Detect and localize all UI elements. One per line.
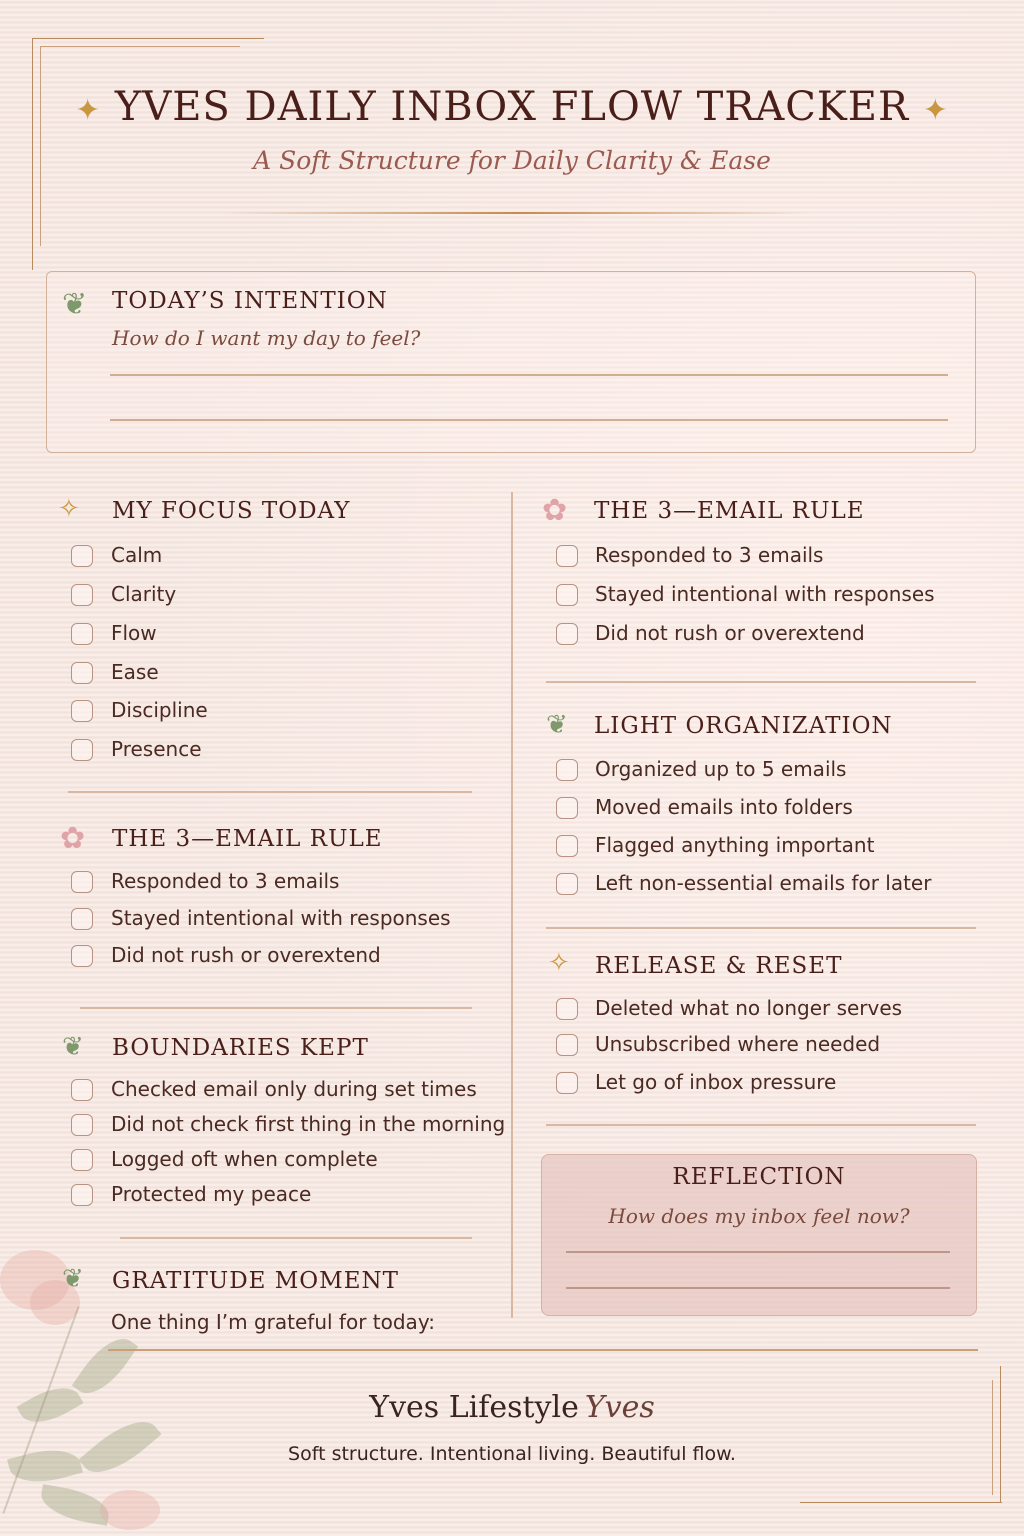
focus-title: MY FOCUS TODAY — [112, 498, 351, 524]
flower-icon: ✿ — [542, 493, 568, 528]
email-rule-item-label: Responded to 3 emails — [595, 543, 824, 567]
page-title: ✦ YVES DAILY INBOX FLOW TRACKER ✦ — [75, 84, 949, 130]
email-rule-checkbox-responded-right[interactable] — [556, 545, 578, 567]
release-item-label: Let go of inbox pressure — [595, 1070, 837, 1094]
brand-tagline: Soft structure. Intentional living. Beautiful flow. — [288, 1443, 736, 1465]
organization-checkbox-flagged[interactable] — [556, 835, 578, 857]
section-divider — [80, 1007, 472, 1009]
organization-checkbox-folders[interactable] — [556, 797, 578, 819]
focus-item-label: Flow — [111, 621, 157, 645]
boundaries-item-label: Protected my peace — [111, 1182, 312, 1206]
brand-logo — [0, 1390, 1024, 1425]
gratitude-prompt: One thing I’m grateful for today: — [111, 1310, 435, 1334]
email-rule-title-left: THE 3—EMAIL RULE — [112, 826, 383, 852]
intention-write-line-1[interactable] — [110, 374, 948, 376]
focus-checkbox-presence[interactable] — [71, 739, 93, 761]
email-rule-checkbox-no-rush[interactable] — [71, 945, 93, 967]
organization-item-label: Left non-essential emails for later — [595, 871, 932, 895]
section-divider — [546, 681, 976, 683]
sparkle-icon: ✧ — [58, 494, 80, 524]
section-divider — [546, 1124, 976, 1126]
boundaries-item-label: Logged oft when complete — [111, 1147, 378, 1171]
sparkle-icon: ✧ — [548, 948, 570, 978]
email-rule-checkbox-intentional[interactable] — [71, 908, 93, 930]
organization-item-label: Flagged anything important — [595, 833, 875, 857]
footer-divider — [108, 1349, 978, 1351]
focus-item-label: Presence — [111, 737, 202, 761]
organization-title: LIGHT ORGANIZATION — [594, 713, 893, 739]
frame-corner-bottom-right — [800, 1502, 1002, 1503]
focus-item-label: Calm — [111, 543, 163, 567]
brand-signature: Yves — [584, 1390, 655, 1425]
section-divider — [120, 1237, 472, 1239]
focus-checkbox-ease[interactable] — [71, 662, 93, 684]
boundaries-item-label: Did not check first thing in the morning — [111, 1112, 506, 1136]
email-rule-checkbox-intentional-right[interactable] — [556, 584, 578, 606]
boundaries-title: BOUNDARIES KEPT — [112, 1035, 369, 1061]
focus-checkbox-calm[interactable] — [71, 545, 93, 567]
brand-name: Yves Lifestyle — [369, 1390, 579, 1425]
focus-item-label: Clarity — [111, 582, 177, 606]
focus-checkbox-discipline[interactable] — [71, 700, 93, 722]
page-subtitle: A Soft Structure for Daily Clarity & Ease — [253, 146, 771, 175]
release-title: RELEASE & RESET — [595, 953, 843, 979]
boundaries-item-label: Checked email only during set times — [111, 1077, 477, 1101]
reflection-write-line-1[interactable] — [566, 1251, 950, 1253]
release-item-label: Unsubscribed where needed — [595, 1032, 881, 1056]
email-rule-checkbox-responded[interactable] — [71, 871, 93, 893]
organization-item-label: Moved emails into folders — [595, 795, 853, 819]
reflection-write-line-2[interactable] — [566, 1287, 950, 1289]
leaf-sprig-icon: ❦ — [62, 287, 88, 322]
email-rule-title-right: THE 3—EMAIL RULE — [594, 498, 865, 524]
email-rule-item-label: Stayed intentional with responses — [111, 906, 451, 930]
frame-corner-top-left-inner — [40, 46, 240, 47]
intention-title: TODAY’S INTENTION — [112, 288, 388, 314]
sparkle-icon: ✦ — [922, 93, 949, 128]
flower-icon: ✿ — [60, 821, 86, 856]
boundaries-checkbox-morning[interactable] — [71, 1114, 93, 1136]
reflection-title: REFLECTION — [672, 1164, 846, 1190]
focus-checkbox-clarity[interactable] — [71, 584, 93, 606]
frame-corner-top-left — [32, 38, 264, 39]
leaf-sprig-icon: ❦ — [62, 1264, 84, 1294]
email-rule-item-label: Did not rush or overextend — [595, 621, 865, 645]
boundaries-checkbox-set-times[interactable] — [71, 1079, 93, 1101]
section-divider — [68, 791, 472, 793]
email-rule-checkbox-no-rush-right[interactable] — [556, 623, 578, 645]
email-rule-item-label: Did not rush or overextend — [111, 943, 381, 967]
email-rule-item-label: Responded to 3 emails — [111, 869, 340, 893]
title-divider — [222, 212, 812, 214]
intention-write-line-2[interactable] — [110, 419, 948, 421]
release-checkbox-unsubscribed[interactable] — [556, 1034, 578, 1056]
focus-checkbox-flow[interactable] — [71, 623, 93, 645]
release-checkbox-deleted[interactable] — [556, 998, 578, 1020]
release-item-label: Deleted what no longer serves — [595, 996, 903, 1020]
email-rule-item-label: Stayed intentional with responses — [595, 582, 935, 606]
frame-corner-bottom-right-vertical — [1000, 1366, 1001, 1503]
leaf-sprig-icon: ❦ — [546, 710, 568, 740]
gratitude-title: GRATITUDE MOMENT — [112, 1268, 399, 1294]
intention-prompt: How do I want my day to feel? — [112, 326, 421, 350]
column-divider — [511, 492, 513, 1318]
leaf-sprig-icon: ❦ — [62, 1032, 84, 1062]
organization-checkbox-organized[interactable] — [556, 759, 578, 781]
sparkle-icon: ✦ — [75, 93, 102, 128]
organization-checkbox-later[interactable] — [556, 873, 578, 895]
focus-item-label: Ease — [111, 660, 159, 684]
release-checkbox-let-go[interactable] — [556, 1072, 578, 1094]
section-divider — [546, 927, 976, 929]
boundaries-checkbox-peace[interactable] — [71, 1184, 93, 1206]
reflection-prompt: How does my inbox feel now? — [608, 1204, 910, 1228]
boundaries-checkbox-logged-off[interactable] — [71, 1149, 93, 1171]
organization-item-label: Organized up to 5 emails — [595, 757, 847, 781]
focus-item-label: Discipline — [111, 698, 208, 722]
